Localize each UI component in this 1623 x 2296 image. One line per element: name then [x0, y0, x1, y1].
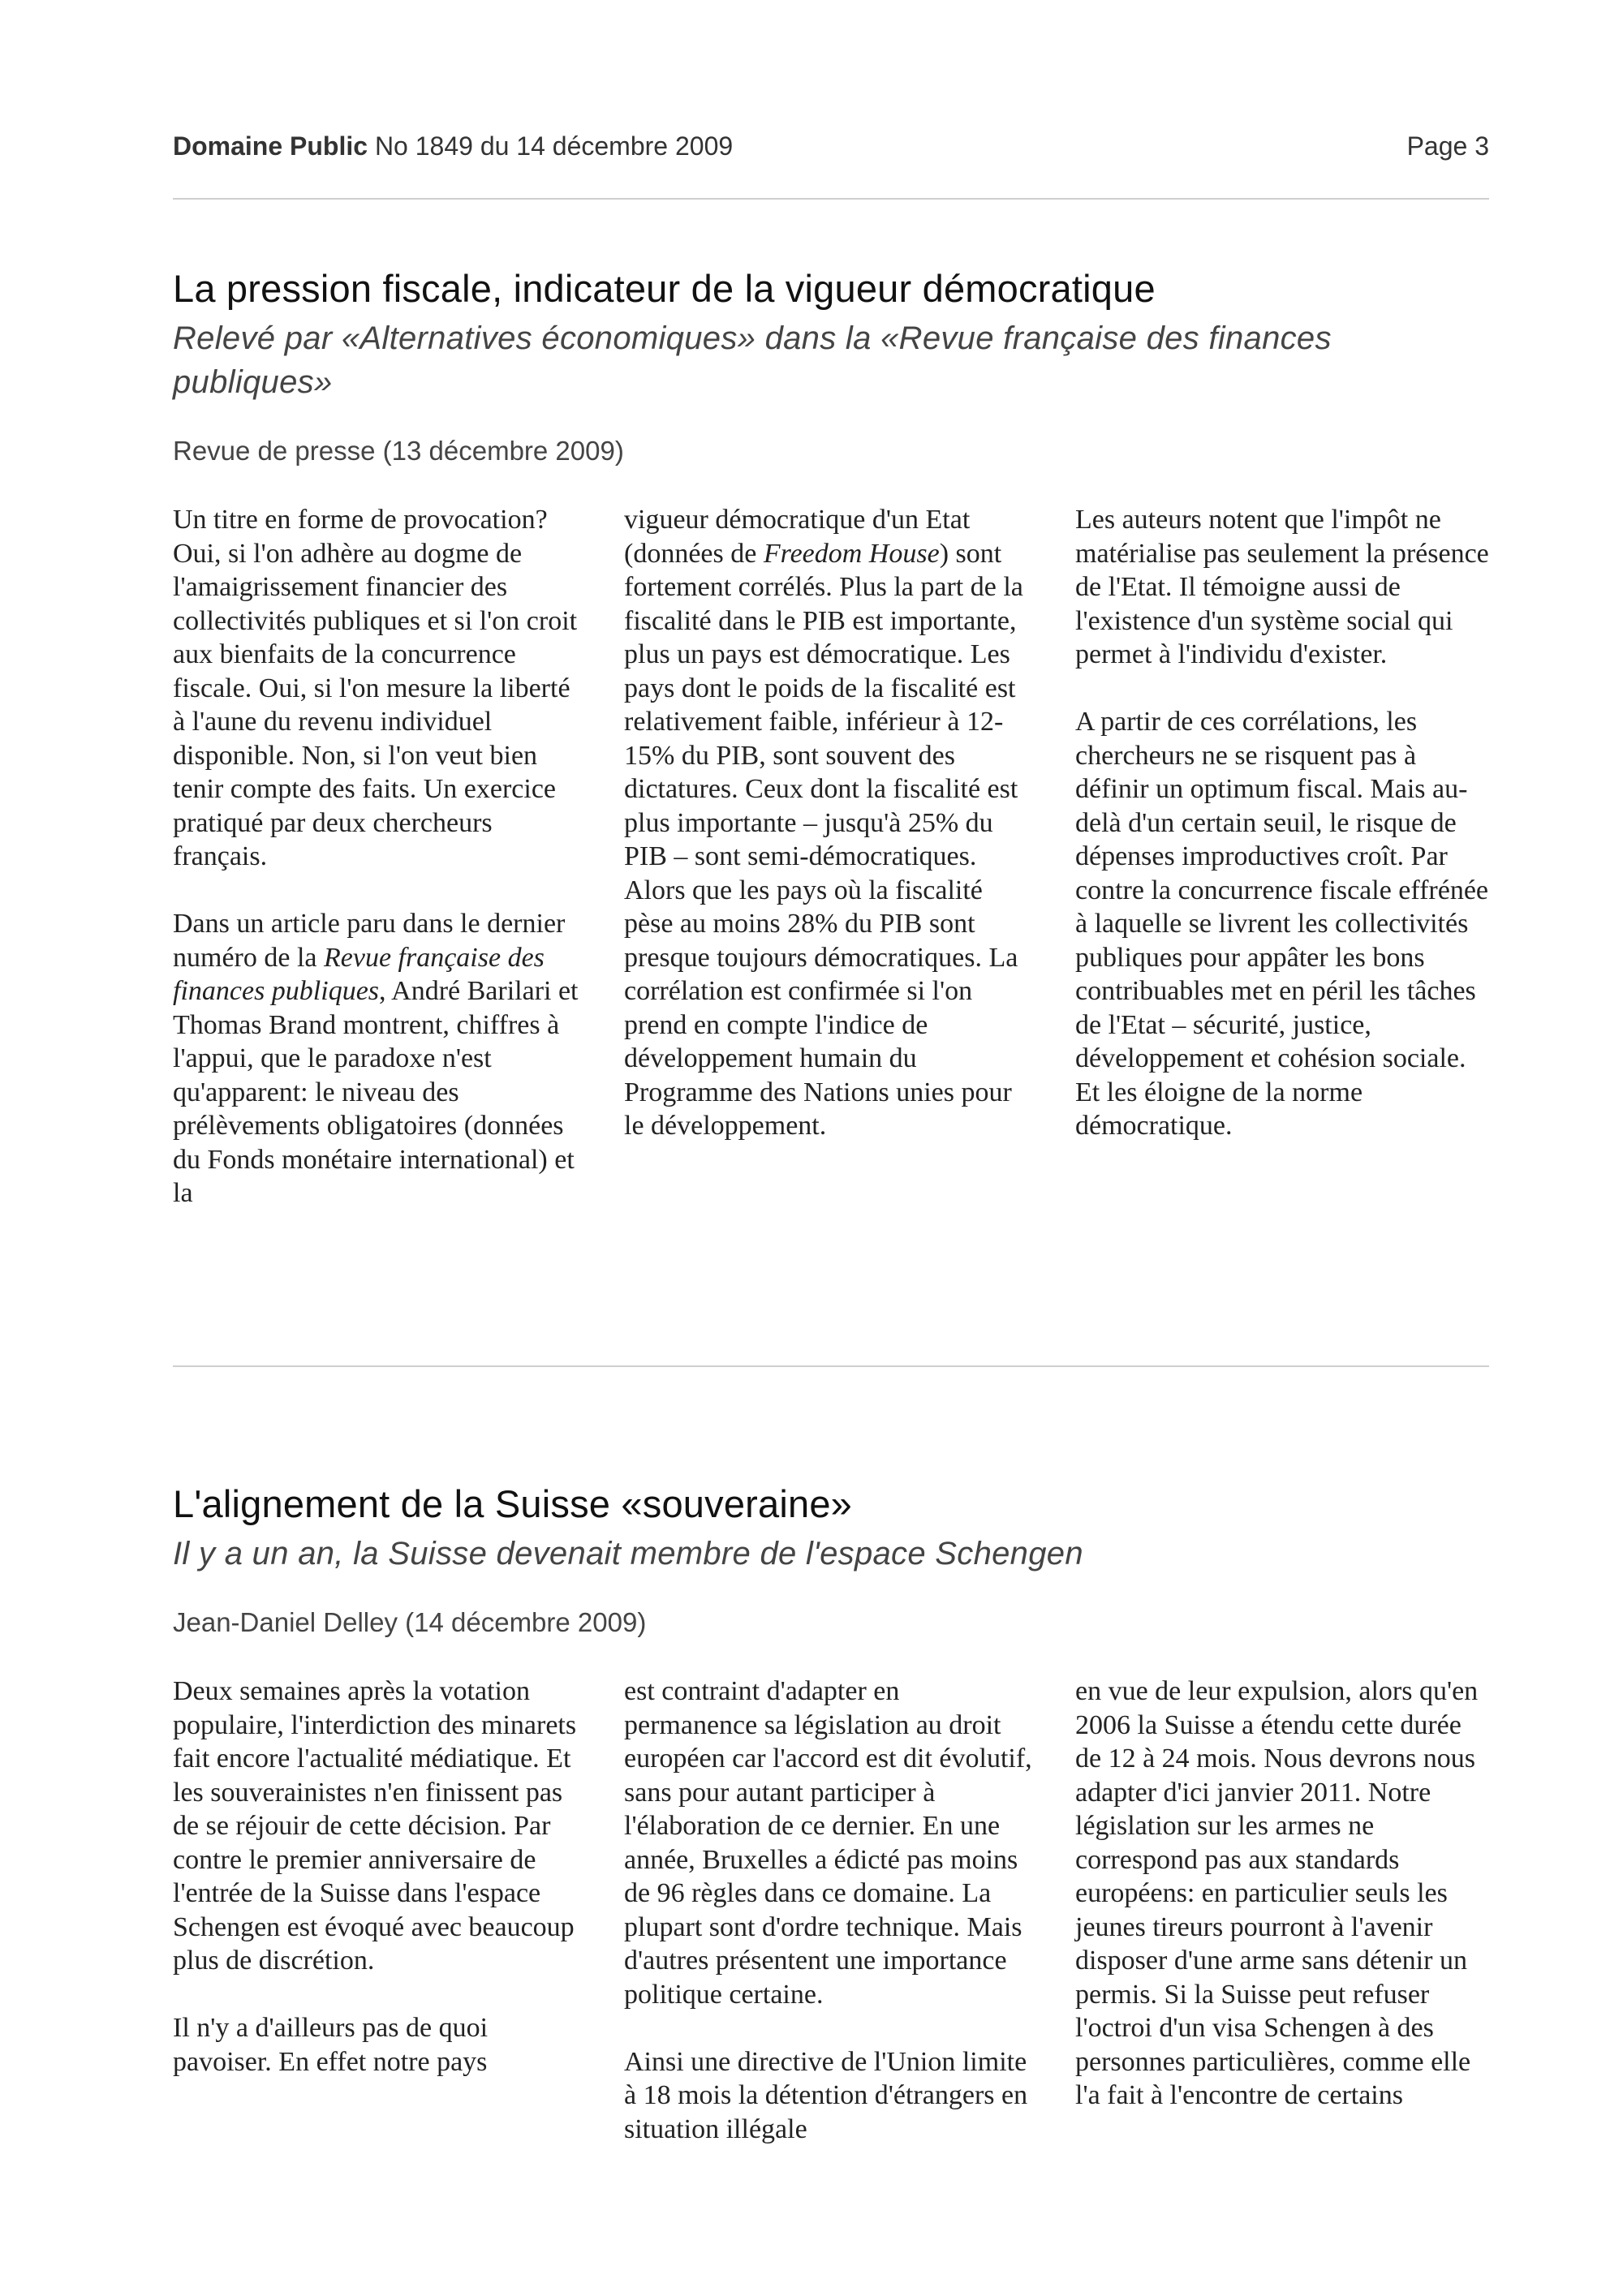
- article-title: La pression fiscale, indicateur de la vigueur démocratique: [173, 267, 1156, 310]
- text-column-1: [173, 1675, 587, 2146]
- article-subtitle: Relevé par «Alternatives économiques» dans la «Revue française des finances publiques»: [173, 320, 1332, 400]
- paragraph: A partir de ces corrélations, les chercheurs ne se risquent pas à définir un optimum fiscal. Mais au-delà d'un certain seuil, le risque de dépenses improductives croît. Par contre la concurrence fiscale effrénée à laquelle se livrent les collectivités publiques pour appâter les bons contribuables met en péril les tâches de l'Etat – sécurité, justice, développement et cohésion sociale. Et les éloigne de la norme démocratique.: [1075, 707, 1489, 1141]
- paragraph: Dans un article paru dans le dernier numéro de la Revue française des finances publiques, André Barilari et Thomas Brand montrent, chiffres à l'appui, que le paradoxe n'est qu'apparent: le niveau des prélèvements obligatoires (données du Fonds monétaire international) et la: [173, 909, 579, 1208]
- article-byline: Jean-Daniel Delley (14 décembre 2009): [173, 1607, 647, 1637]
- article-divider: [173, 1365, 1489, 1367]
- article-body: [173, 503, 1489, 1210]
- paragraph: Les auteurs notent que l'impôt ne matérialise pas seulement la présence de l'Etat. Il témoigne aussi de l'existence d'un système social qui permet à l'individu d'exister.: [1075, 505, 1489, 669]
- paragraph: Un titre en forme de provocation? Oui, si l'on adhère au dogme de l'amaigrissement financier des collectivités publiques et si l'on croit aux bienfaits de la concurrence fiscale. Oui, si l'on mesure la liberté à l'aune du revenu individuel disponible. Non, si l'on veut bien tenir compte des faits. Un exercice pratiqué par deux chercheurs français.: [173, 505, 578, 871]
- source-name: Freedom House: [763, 538, 940, 569]
- paragraph: est contraint d'adapter en permanence sa législation au droit européen car l'accord est dit évolutif, sans pour autant participer à l'élaboration de ce dernier. En une année, Bruxelles a édicté pas moins de 96 règles dans ce domaine. La plupart sont d'ordre technique. Mais d'autres présentent une importance politique certaine.: [624, 1676, 1032, 2010]
- page-number: Page 3: [1406, 131, 1489, 161]
- article-byline: Revue de presse (13 décembre 2009): [173, 436, 624, 466]
- paragraph: Deux semaines après la votation populaire, l'interdiction des minarets fait encore l'actualité médiatique. Et les souverainistes n'en finissent pas de se réjouir de cette décision. Par contre le premier anniversaire de l'entrée de la Suisse dans l'espace Schengen est évoqué avec beaucoup plus de discrétion.: [173, 1676, 577, 1976]
- article-subtitle: Il y a un an, la Suisse devenait membre de l'espace Schengen: [173, 1536, 1083, 1572]
- text-column-3: [1075, 1675, 1489, 2146]
- paragraph: vigueur démocratique d'un Etat (données de Freedom House) sont fortement corrélés. Plus la part de la fiscalité dans le PIB est importante, plus un pays est démocratique. Les pays dont le poids de la fiscalité est relativement faible, inférieur à 12-15% du PIB, sont souvent des dictatures. Ceux dont la fiscalité est plus importante – jusqu'à 25% du PIB – sont semi-démocratiques. Alors que les pays où la fiscalité pèse au moins 28% du PIB sont presque toujours démocratiques. La corrélation est confirmée si l'on prend en compte l'indice de développement humain du Programme des Nations unies pour le développement.: [624, 505, 1023, 1141]
- paragraph: Ainsi une directive de l'Union limite à 18 mois la détention d'étrangers en situation illégale: [624, 2046, 1028, 2144]
- publication-name: Domaine Public: [173, 131, 368, 161]
- text-column-3: [1075, 503, 1489, 1210]
- article-swiss-alignment: [173, 1481, 1489, 2144]
- page-header: [173, 131, 1489, 161]
- article-title: L'alignement de la Suisse «souveraine»: [173, 1482, 853, 1525]
- header-divider: [173, 198, 1489, 200]
- issue-info: No 1849 du 14 décembre 2009: [374, 131, 734, 161]
- paragraph: en vue de leur expulsion, alors qu'en 2006 la Suisse a étendu cette durée de 12 à 24 mois. Nous devrons nous adapter d'ici janvier 2011. Notre législation sur les armes ne correspond pas aux standards européens: en particulier seuls les jeunes tireurs pourront à l'avenir disposer d'une arme sans détenir un permis. Si la Suisse peut refuser l'octroi d'un visa Schengen à des personnes particulières, comme elle l'a fait à l'encontre de certains: [1075, 1676, 1479, 2110]
- publication-info: [173, 131, 733, 161]
- paragraph: Il n'y a d'ailleurs pas de quoi pavoiser. En effet notre pays: [173, 2013, 489, 2077]
- text-column-1: [173, 503, 587, 1210]
- article-fiscal-pressure: [173, 266, 1489, 1208]
- journal-title: Revue française des finances publiques: [173, 942, 545, 1006]
- text-column-2: [624, 1675, 1038, 2146]
- text-column-2: [624, 503, 1038, 1210]
- article-body: [173, 1675, 1489, 2146]
